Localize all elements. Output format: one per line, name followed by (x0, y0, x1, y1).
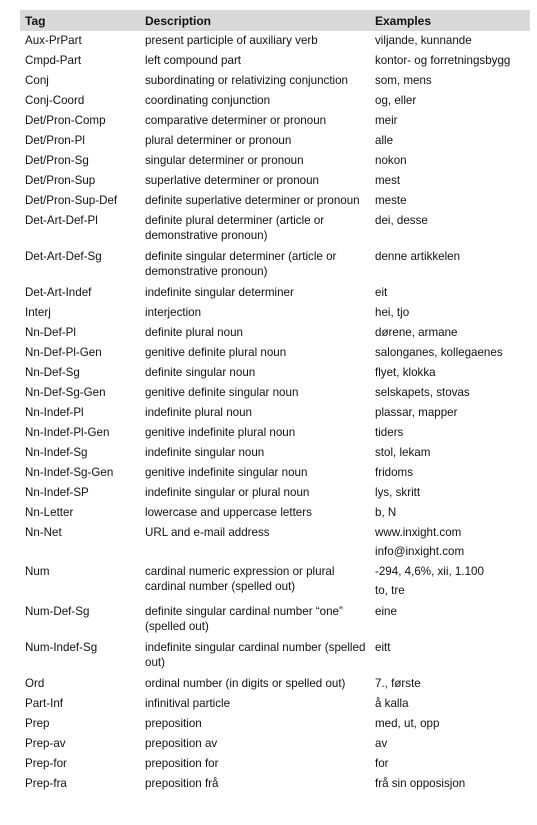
cell-description: present participle of auxiliary verb (145, 34, 318, 47)
table-row (20, 562, 530, 602)
table-row (20, 247, 530, 283)
cell-examples (375, 31, 530, 51)
table-row (20, 714, 530, 734)
cell-examples (375, 714, 530, 734)
cell-examples (375, 443, 530, 463)
table-row (20, 674, 530, 694)
cell-examples (375, 383, 530, 403)
cell-description: cardinal numeric expression or plural cardinal number (spelled out) (145, 565, 335, 593)
table-body (20, 31, 530, 794)
header-examples: Examples (375, 13, 432, 28)
cell-examples (375, 211, 530, 247)
cell-description: genitive definite singular noun (145, 386, 299, 399)
cell-tag: Det/Pron-Comp (25, 114, 106, 127)
tag-table (20, 10, 530, 794)
table-row (20, 463, 530, 483)
cell-tag: Aux-PrPart (25, 34, 82, 47)
example-text: dørene, armane (375, 326, 458, 339)
example-text-2: info@inxight.com (375, 545, 465, 558)
cell-tag: Nn-Indef-SP (25, 486, 89, 499)
cell-description: definite plural noun (145, 326, 243, 339)
cell-tag: Nn-Indef-Sg (25, 446, 88, 459)
cell-examples (375, 247, 530, 283)
table-row (20, 483, 530, 503)
table-row (20, 602, 530, 638)
cell-tag: Prep-fra (25, 777, 67, 790)
cell-examples (375, 674, 530, 694)
example-text: dei, desse (375, 214, 428, 227)
table-row (20, 734, 530, 754)
cell-tag: Det-Art-Def-Sg (25, 250, 102, 263)
example-text: stol, lekam (375, 446, 431, 459)
example-text: fridoms (375, 466, 414, 479)
example-text: av (375, 737, 388, 750)
cell-description: infinitival particle (145, 697, 231, 710)
cell-tag: Nn-Indef-Sg-Gen (25, 466, 114, 479)
table-row (20, 323, 530, 343)
cell-description: definite superlative determiner or pronoun (145, 194, 360, 207)
example-text: alle (375, 134, 394, 147)
cell-tag: Conj (25, 74, 49, 87)
example-text: som, mens (375, 74, 432, 87)
cell-examples (375, 638, 530, 674)
cell-description: interjection (145, 306, 202, 319)
example-text: for (375, 757, 389, 770)
table-row (20, 31, 530, 51)
table-row (20, 71, 530, 91)
cell-tag: Conj-Coord (25, 94, 85, 107)
cell-description: ordinal number (in digits or spelled out) (145, 677, 346, 690)
cell-description: genitive indefinite plural noun (145, 426, 296, 439)
example-text: mest (375, 174, 401, 187)
example-text: meir (375, 114, 398, 127)
cell-tag: Nn-Letter (25, 506, 74, 519)
example-text: frå sin opposisjon (375, 777, 466, 790)
cell-description: left compound part (145, 54, 242, 67)
example-text: viljande, kunnande (375, 34, 472, 47)
cell-tag: Nn-Def-Sg-Gen (25, 386, 106, 399)
example-text: kontor- og forretningsbygg (375, 54, 511, 67)
cell-tag: Prep (25, 717, 50, 730)
example-text: lys, skritt (375, 486, 421, 499)
cell-examples (375, 363, 530, 383)
example-text: å kalla (375, 697, 409, 710)
cell-examples (375, 191, 530, 211)
example-text: b, N (375, 506, 397, 519)
header-description: Description (145, 13, 212, 28)
cell-examples (375, 463, 530, 483)
example-text: eitt (375, 641, 391, 654)
table-row (20, 363, 530, 383)
table-row (20, 383, 530, 403)
cell-description: indefinite singular noun (145, 446, 265, 459)
example-text: flyet, klokka (375, 366, 436, 379)
cell-tag: Det-Art-Def-Pl (25, 214, 98, 227)
table-row (20, 754, 530, 774)
cell-description: definite singular noun (145, 366, 256, 379)
cell-tag: Det/Pron-Sup (25, 174, 96, 187)
cell-tag: Interj (25, 306, 51, 319)
example-text: -294, 4,6%, xii, 1.100 (375, 565, 484, 578)
cell-examples (375, 734, 530, 754)
table-row (20, 503, 530, 523)
table-row (20, 283, 530, 303)
cell-examples (375, 523, 530, 562)
table-row (20, 151, 530, 171)
cell-tag: Det-Art-Indef (25, 286, 92, 299)
cell-description: genitive indefinite singular noun (145, 466, 308, 479)
table-row (20, 303, 530, 323)
cell-tag: Nn-Def-Pl-Gen (25, 346, 102, 359)
cell-examples (375, 503, 530, 523)
cell-tag: Num (25, 565, 50, 578)
cell-examples (375, 403, 530, 423)
cell-examples (375, 51, 530, 71)
cell-examples (375, 131, 530, 151)
example-text: meste (375, 194, 407, 207)
table-row (20, 403, 530, 423)
table-row (20, 443, 530, 463)
cell-description: definite singular cardinal number “one” (spelled out) (145, 605, 343, 633)
example-text: salonganes, kollegaenes (375, 346, 503, 359)
example-text: og, eller (375, 94, 417, 107)
cell-examples (375, 71, 530, 91)
cell-examples (375, 754, 530, 774)
cell-tag: Nn-Indef-Pl-Gen (25, 426, 110, 439)
cell-tag: Cmpd-Part (25, 54, 82, 67)
cell-tag: Num-Indef-Sg (25, 641, 98, 654)
header-tag: Tag (25, 13, 46, 28)
cell-tag: Prep-av (25, 737, 66, 750)
cell-description: superlative determiner or pronoun (145, 174, 320, 187)
cell-tag: Det/Pron-Pl (25, 134, 85, 147)
cell-examples (375, 171, 530, 191)
cell-tag: Prep-for (25, 757, 67, 770)
example-text: tiders (375, 426, 404, 439)
cell-description: coordinating conjunction (145, 94, 271, 107)
cell-description: indefinite singular determiner (145, 286, 294, 299)
table-row (20, 171, 530, 191)
table-row (20, 191, 530, 211)
example-text: nokon (375, 154, 407, 167)
example-text: www.inxight.com (375, 526, 462, 539)
cell-examples (375, 323, 530, 343)
table-row (20, 694, 530, 714)
table-row (20, 131, 530, 151)
example-text: hei, tjo (375, 306, 410, 319)
example-text: plassar, mapper (375, 406, 458, 419)
table-row (20, 211, 530, 247)
table-row (20, 423, 530, 443)
cell-tag: Det/Pron-Sg (25, 154, 89, 167)
cell-examples (375, 483, 530, 503)
cell-examples (375, 774, 530, 794)
cell-description: preposition av (145, 737, 218, 750)
table-header (20, 10, 530, 31)
cell-tag: Nn-Def-Pl (25, 326, 76, 339)
cell-examples (375, 602, 530, 638)
cell-tag: Num-Def-Sg (25, 605, 90, 618)
example-text: selskapets, stovas (375, 386, 470, 399)
table-row (20, 774, 530, 794)
example-text: denne artikkelen (375, 250, 461, 263)
cell-tag: Part-Inf (25, 697, 64, 710)
example-text: eit (375, 286, 388, 299)
example-text: 7., første (375, 677, 421, 690)
cell-tag: Nn-Net (25, 526, 62, 539)
cell-description: definite plural determiner (article or demonstrative pronoun) (145, 214, 325, 242)
cell-examples (375, 151, 530, 171)
cell-examples (375, 694, 530, 714)
cell-description: plural determiner or pronoun (145, 134, 292, 147)
cell-examples (375, 562, 530, 602)
cell-tag: Ord (25, 677, 45, 690)
table-row (20, 51, 530, 71)
table-row (20, 91, 530, 111)
table-row (20, 343, 530, 363)
cell-description: subordinating or relativizing conjunction (145, 74, 349, 87)
cell-description: definite singular determiner (article or demonstrative pronoun) (145, 250, 337, 278)
cell-examples (375, 303, 530, 323)
cell-description: preposition for (145, 757, 219, 770)
cell-examples (375, 283, 530, 303)
cell-tag: Nn-Def-Sg (25, 366, 80, 379)
cell-tag: Det/Pron-Sup-Def (25, 194, 118, 207)
example-text: med, ut, opp (375, 717, 440, 730)
cell-description: genitive definite plural noun (145, 346, 287, 359)
cell-examples (375, 423, 530, 443)
cell-tag: Nn-Indef-Pl (25, 406, 84, 419)
cell-examples (375, 91, 530, 111)
table-row (20, 523, 530, 562)
cell-description: URL and e-mail address (145, 526, 270, 539)
cell-examples (375, 343, 530, 363)
table-row (20, 111, 530, 131)
cell-examples (375, 111, 530, 131)
cell-description: preposition frå (145, 777, 219, 790)
cell-description: indefinite plural noun (145, 406, 252, 419)
cell-description: indefinite singular or plural noun (145, 486, 310, 499)
cell-description: lowercase and uppercase letters (145, 506, 312, 519)
cell-description: singular determiner or pronoun (145, 154, 304, 167)
example-text: eine (375, 605, 397, 618)
table-row (20, 638, 530, 674)
cell-description: indefinite singular cardinal number (spelled out) (145, 641, 366, 669)
cell-description: comparative determiner or pronoun (145, 114, 327, 127)
cell-description: preposition (145, 717, 202, 730)
example-text-2: to, tre (375, 584, 405, 597)
